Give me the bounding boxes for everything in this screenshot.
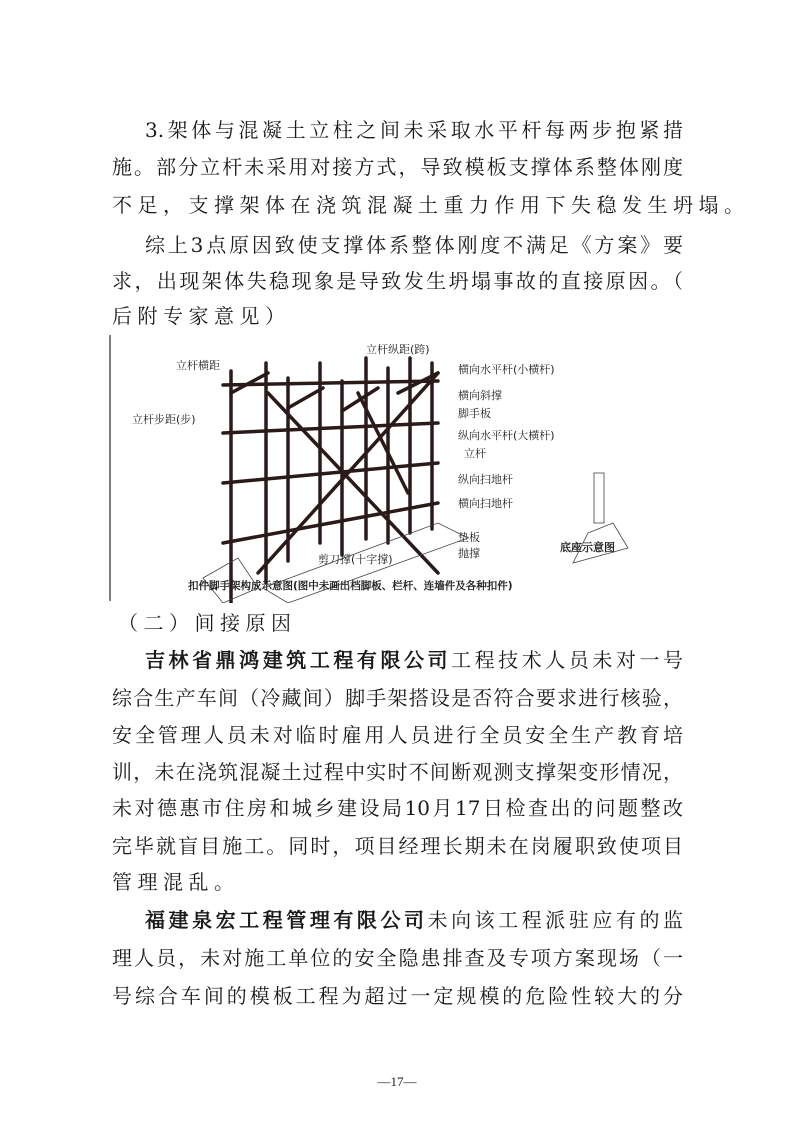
text-line: 3.架体与混凝土立柱之间未采取水平杆每两步抱紧措	[145, 118, 683, 142]
label-longitudinal-sweep-bar: 纵向扫地杆	[458, 473, 513, 486]
text-line: 管理混乱。	[112, 870, 240, 894]
text-line: 施。部分立杆未采用对接方式，导致模板支撑体系整体刚度	[112, 155, 683, 179]
company-name: 福建泉宏工程管理有限公司	[145, 908, 428, 932]
label-pole: 立杆	[464, 447, 486, 460]
text-line: 完毕就盲目施工。同时，项目经理长期未在岗履职致使项目	[112, 834, 683, 858]
text-line: 号综合车间的模板工程为超过一定规模的危险性较大的分	[112, 984, 683, 1008]
label-throw-brace: 抛撑	[458, 547, 480, 560]
label-scissor-brace: 剪刀撑(十字撑)	[318, 553, 393, 566]
label-pole-step: 立杆步距(步)	[132, 413, 196, 426]
label-pole-transverse-spacing: 立杆横距	[176, 359, 220, 372]
label-transverse-horizontal-bar: 横向水平杆(小横杆)	[458, 363, 555, 376]
page-number: —17—	[377, 1074, 417, 1089]
text-line: 求，出现架体失稳现象是导致发生坍塌事故的直接原因。（	[112, 269, 683, 293]
text-line	[145, 648, 683, 672]
label-pole-longitudinal-spacing: 立杆纵距(跨)	[366, 343, 430, 356]
scaffold-diagram	[108, 333, 668, 603]
label-transverse-sweep-bar: 横向扫地杆	[458, 497, 513, 510]
text-line: 安全管理人员未对临时雇用人员进行全员安全生产教育培	[112, 723, 683, 747]
label-transverse-brace: 横向斜撑	[458, 389, 502, 402]
figure-caption: 扣件脚手架构成示意图(图中未画出档脚板、栏杆、连墙件及各种扣件)	[188, 580, 513, 592]
label-scaffold-board: 脚手板	[458, 407, 491, 420]
text-span: 未向该工程派驻应有的监	[427, 908, 684, 932]
text-line: 理人员，未对施工单位的安全隐患排查及专项方案现场（一	[112, 946, 683, 970]
label-base-diagram: 底座示意图	[560, 541, 615, 554]
text-line: 综上3点原因致使支撑体系整体刚度不满足《方案》要	[145, 233, 683, 257]
text-line: 训，未在浇筑混凝土过程中实时不间断观测支撑架变形情况，	[112, 760, 683, 784]
section-heading: （二）间接原因	[118, 611, 297, 635]
text-line: 后附专家意见）	[112, 304, 291, 328]
text-line: 未对德惠市住房和城乡建设局10月17日检查出的问题整改	[112, 796, 683, 820]
text-span: 工程技术人员未对一号	[451, 648, 684, 672]
text-line	[145, 908, 683, 932]
text-line: 不足，支撑架体在浇筑混凝土重力作用下失稳发生坍塌。	[112, 193, 750, 217]
text-line: 综合生产车间（冷藏间）脚手架搭设是否符合要求进行核验，	[112, 686, 683, 710]
label-longitudinal-horizontal-bar: 纵向水平杆(大横杆)	[458, 429, 555, 442]
company-name: 吉林省鼎鸿建筑工程有限公司	[145, 648, 452, 672]
label-base-plate: 垫板	[458, 531, 480, 544]
